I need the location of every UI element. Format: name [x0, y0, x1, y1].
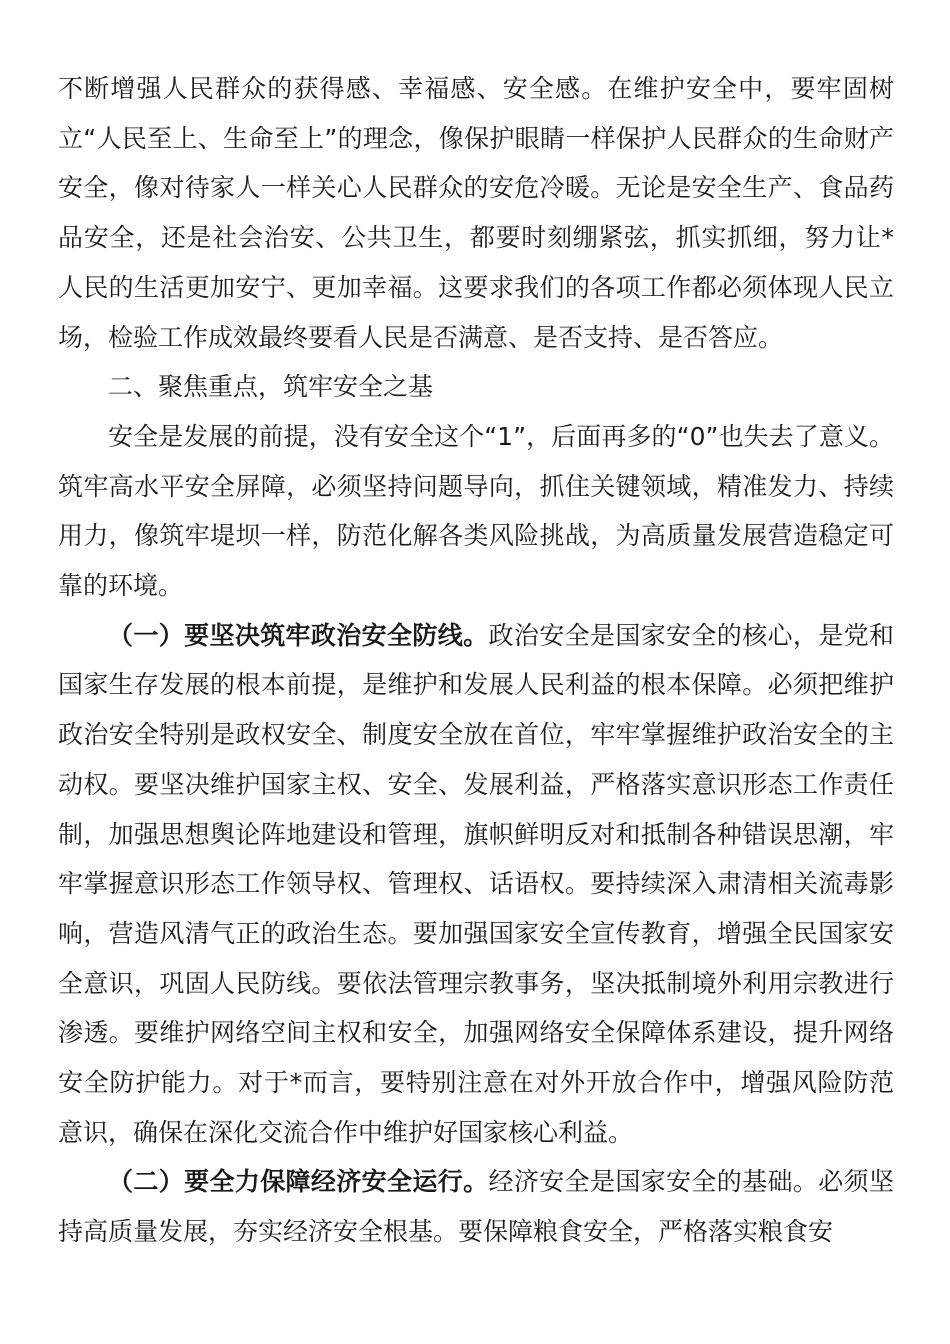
- item-2-title: （二）要全力保障经济安全运行。: [108, 1167, 489, 1197]
- item-2-body: 经济安全是国家安全的基础。必须坚持高质量发展，夯实经济安全根基。要保障粮食安全，严格落实粮食安: [58, 1167, 894, 1247]
- section-heading: 二、聚焦重点，筑牢安全之基: [108, 372, 434, 402]
- item-2-paragraph: [58, 1157, 894, 1256]
- paragraph-continued: 不断增强人民群众的获得感、幸福感、安全感。在维护安全中，要牢固树立“人民至上、生命至上”的理念，像保护眼睛一样保护人民群众的生命财产安全，像对待家人一样关心人民群众的安危冷暖。无论是安全生产、食品药品安全，还是社会治安、公共卫生，都要时刻绷紧弦，抓实抓细，努力让*人民的生活更加安宁、更加幸福。这要求我们的各项工作都必须体现人民立场，检验工作成效最终要看人民是否满意、是否支持、是否答应。: [58, 74, 894, 352]
- item-1-title: （一）要坚决筑牢政治安全防线。: [108, 620, 489, 650]
- document-page: [58, 64, 894, 1257]
- section-intro-paragraph: 安全是发展的前提，没有安全这个“1”，后面再多的“0”也失去了意义。筑牢高水平安全屏障，必须坚持问题导向，抓住关键领域，精准发力、持续用力，像筑牢堤坝一样，防范化解各类风险挑战，为高质量发展营造稳定可靠的环境。: [58, 421, 894, 601]
- item-1-body: 政治安全是国家安全的核心，是党和国家生存发展的根本前提，是维护和发展人民利益的根本保障。必须把维护政治安全特别是政权安全、制度安全放在首位，牢牢掌握维护政治安全的主动权。要坚决维护国家主权、安全、发展利益，严格落实意识形态工作责任制，加强思想舆论阵地建设和管理，旗帜鲜明反对和抵制各种错误思潮，牢牢掌握意识形态工作领导权、管理权、话语权。要持续深入肃清相关流毒影响，营造风清气正的政治生态。要加强国家安全宣传教育，增强全民国家安全意识，巩固人民防线。要依法管理宗教事务，坚决抵制境外利用宗教进行渗透。要维护网络空间主权和安全，加强网络安全保障体系建设，提升网络安全防护能力。对于*而言，要特别注意在对外开放合作中，增强风险防范意识，确保在深化交流合作中维护好国家核心利益。: [58, 620, 894, 1147]
- item-1-paragraph: [58, 611, 894, 1158]
